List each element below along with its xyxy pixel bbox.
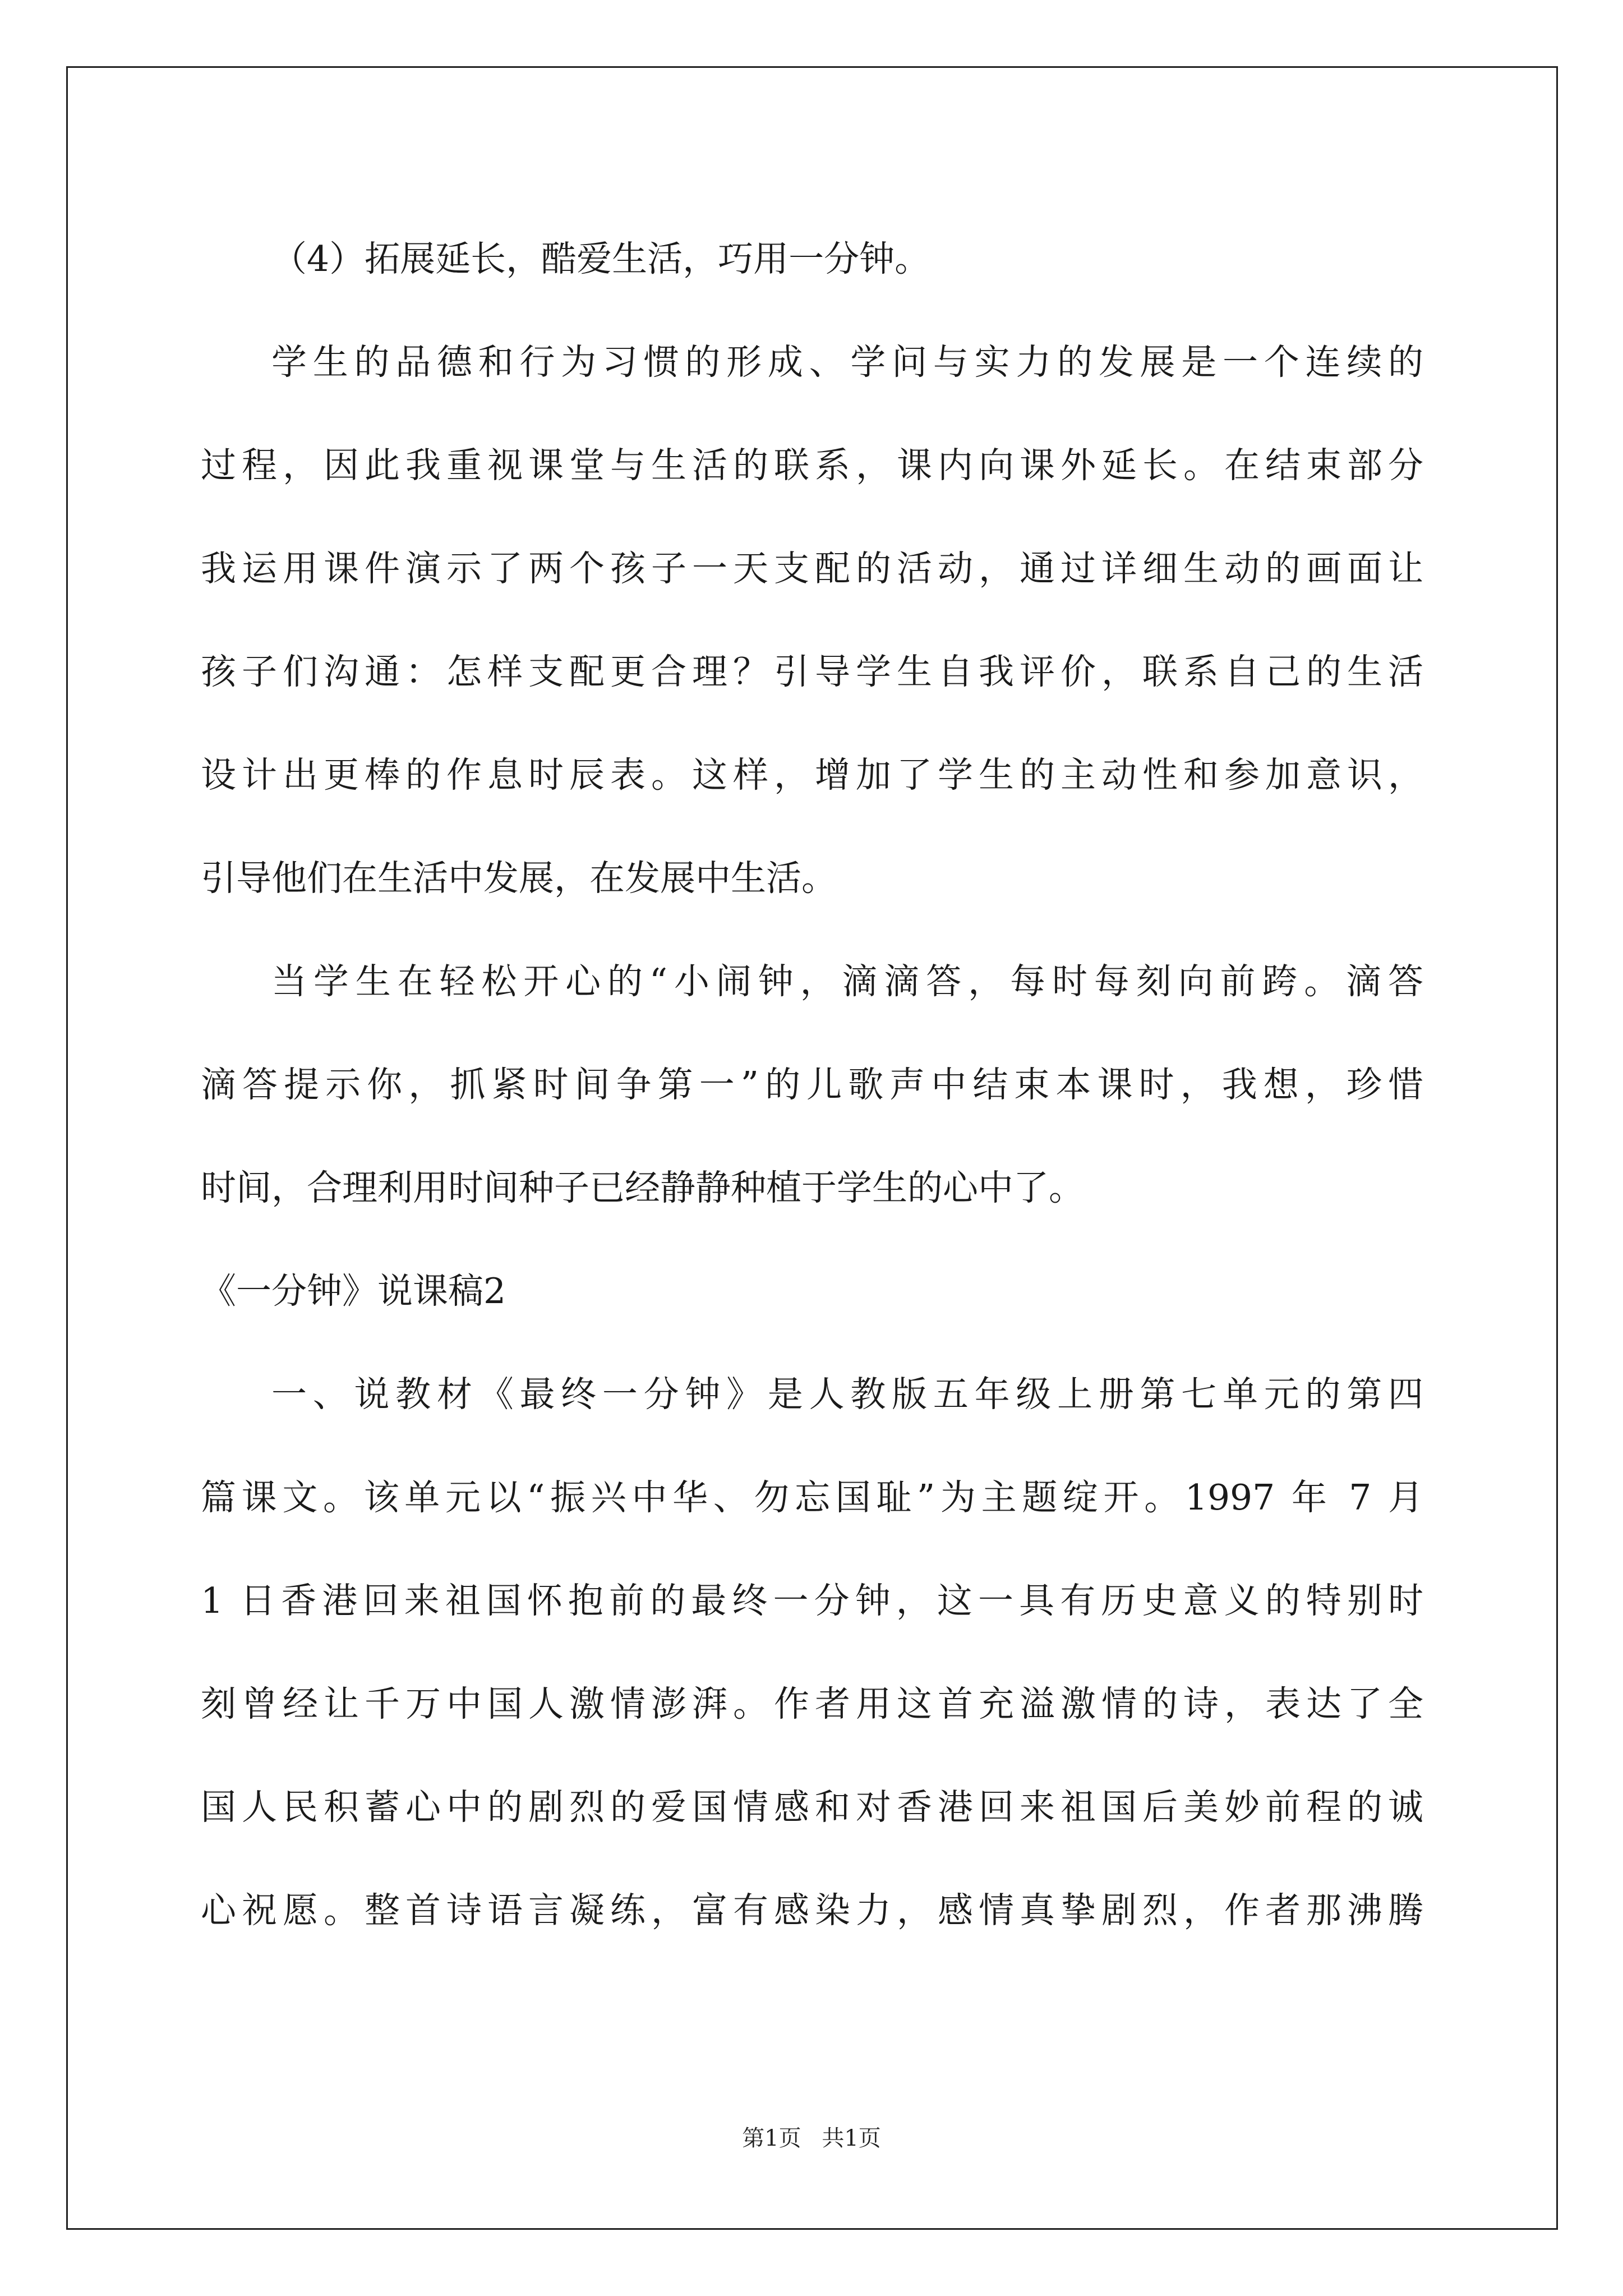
paragraph-line: 设计出更棒的作息时辰表。这样，增加了学生的主动性和参加意识， — [201, 754, 1423, 795]
paragraph-line: 过程，因此我重视课堂与生活的联系，课内向课外延长。在结束部分 — [201, 445, 1423, 486]
paragraph-line: 引导他们在生活中发展，在发展中生活。 — [201, 858, 837, 899]
page-total: 共1页 — [822, 2125, 881, 2151]
page-footer — [0, 2120, 1623, 2152]
paragraph-line: 国人民积蓄心中的剧烈的爱国情感和对香港回来祖国后美妙前程的诚 — [201, 1787, 1423, 1828]
paragraph-line: 时间，合理利用时间种子已经静静种植于学生的心中了。 — [201, 1167, 1084, 1208]
paragraph-line: 篇课文。该单元以“振兴中华、勿忘国耻”为主题绽开。1997 年 7 月 — [201, 1477, 1423, 1518]
paragraph-line: 我运用课件演示了两个孩子一天支配的活动，通过详细生动的画面让 — [201, 548, 1423, 589]
section-heading: 《一分钟》说课稿2 — [201, 1271, 506, 1312]
paragraph-line: 滴答提示你，抓紧时间争第一”的儿歌声中结束本课时，我想，珍惜 — [201, 1064, 1423, 1105]
paragraph-line: 一、说教材《最终一分钟》是人教版五年级上册第七单元的第四 — [271, 1374, 1423, 1415]
paragraph-line: 孩子们沟通：怎样支配更合理？引导学生自我评价，联系自己的生活 — [201, 651, 1423, 692]
paragraph-line: 1 日香港回来祖国怀抱前的最终一分钟，这一具有历史意义的特别时 — [201, 1580, 1423, 1621]
paragraph-line: 心祝愿。整首诗语言凝练，富有感染力，感情真挚剧烈，作者那沸腾 — [201, 1890, 1423, 1931]
paragraph-line: （4）拓展延长，酷爱生活，巧用一分钟。 — [271, 238, 930, 279]
document-body — [201, 208, 1423, 1962]
paragraph-line: 学生的品德和行为习惯的形成、学问与实力的发展是一个连续的 — [271, 342, 1423, 383]
paragraph-line: 当学生在轻松开心的“小闹钟，滴滴答，每时每刻向前跨。滴答 — [271, 961, 1423, 1002]
page-number: 第1页 — [742, 2125, 801, 2151]
paragraph-line: 刻曾经让千万中国人激情澎湃。作者用这首充溢激情的诗，表达了全 — [201, 1683, 1423, 1724]
